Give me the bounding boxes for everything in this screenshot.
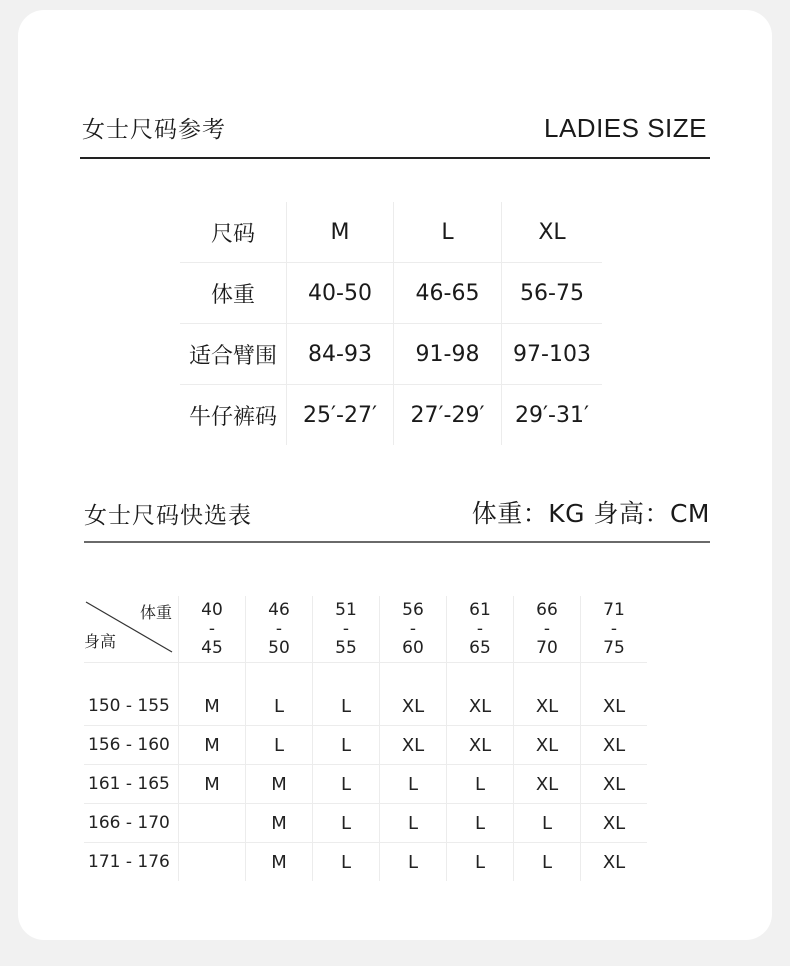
- size-cell: L: [313, 804, 380, 843]
- range-dash: -: [409, 618, 417, 639]
- size-cell: XL: [447, 726, 514, 765]
- weight-to: 60: [402, 637, 424, 658]
- corner-cell: [84, 596, 179, 663]
- weight-range: [313, 596, 380, 663]
- weight-from: 66: [536, 599, 558, 620]
- table-cell: 25′-27′: [287, 385, 394, 446]
- size-cell: XL: [581, 804, 648, 843]
- size-cell: L: [447, 843, 514, 882]
- size-cell: XL: [514, 765, 581, 804]
- table-row: [180, 263, 602, 324]
- weight-from: 56: [402, 599, 424, 620]
- range-dash: -: [543, 618, 551, 639]
- size-cell: [179, 804, 246, 843]
- table-cell: 29′-31′: [515, 402, 589, 428]
- quick-select-table: [84, 596, 647, 881]
- size-cell: M: [179, 687, 246, 726]
- range-dash: -: [476, 618, 484, 639]
- table-cell: 尺码: [180, 202, 287, 263]
- weight-range: [514, 596, 581, 663]
- range-dash: -: [208, 618, 216, 639]
- height-range: 161 - 165: [84, 765, 179, 804]
- size-cell: L: [514, 843, 581, 882]
- weight-header-row: [84, 596, 647, 663]
- table-cell: M: [287, 202, 394, 263]
- size-reference-table: [180, 202, 602, 445]
- table-row: [84, 687, 647, 726]
- table-row: [180, 324, 602, 385]
- weight-range: [179, 596, 246, 663]
- ladies-size-title-cn: 女士尺码参考: [82, 117, 226, 143]
- size-cell: XL: [514, 726, 581, 765]
- table-row: [84, 726, 647, 765]
- ladies-size-title-en: LADIES SIZE: [544, 113, 707, 143]
- table-cell: 27′-29′: [394, 385, 502, 446]
- quick-select-title: 女士尺码快选表: [84, 503, 252, 529]
- size-cell: XL: [581, 765, 648, 804]
- size-cell: XL: [581, 726, 648, 765]
- height-range: 156 - 160: [84, 726, 179, 765]
- table-cell: 97-103: [502, 324, 603, 385]
- size-cell: XL: [514, 687, 581, 726]
- header-divider: [84, 541, 710, 543]
- size-cell: L: [380, 765, 447, 804]
- weight-range: [380, 596, 447, 663]
- size-cell: XL: [380, 687, 447, 726]
- weight-from: 51: [335, 599, 357, 620]
- table-cell: XL: [502, 202, 603, 263]
- table-cell: 体重: [180, 263, 287, 324]
- corner-weight-label: 体重: [139, 603, 172, 622]
- range-dash: -: [610, 618, 618, 639]
- size-cell: L: [380, 843, 447, 882]
- size-cell: L: [514, 804, 581, 843]
- size-cell: L: [380, 804, 447, 843]
- size-cell: XL: [602, 851, 626, 873]
- table-row: [84, 765, 647, 804]
- table-cell: L: [394, 202, 502, 263]
- weight-to: 55: [335, 637, 357, 658]
- table-cell: 适合臂围: [180, 324, 287, 385]
- weight-to: 75: [603, 637, 625, 658]
- corner-height-label: 身高: [84, 632, 117, 651]
- size-header-row: [180, 202, 602, 263]
- size-cell: M: [246, 804, 313, 843]
- size-cell: L: [447, 804, 514, 843]
- table-cell: 84-93: [287, 324, 394, 385]
- weight-range: [246, 596, 313, 663]
- table-row: [180, 385, 602, 446]
- weight-from: 40: [201, 599, 223, 620]
- size-cell: XL: [380, 726, 447, 765]
- weight-from: 71: [603, 599, 625, 620]
- size-cell: XL: [447, 687, 514, 726]
- height-range: 166 - 170: [84, 804, 179, 843]
- size-cell: [179, 843, 246, 882]
- size-cell: L: [246, 687, 313, 726]
- table-row: [84, 843, 647, 882]
- weight-from: 46: [268, 599, 290, 620]
- size-cell: M: [246, 765, 313, 804]
- size-cell: XL: [581, 687, 648, 726]
- weight-range: [447, 596, 514, 663]
- range-dash: -: [342, 618, 350, 639]
- table-cell: 91-98: [394, 324, 502, 385]
- range-dash: -: [275, 618, 283, 639]
- units-label: 体重：KG 身高：CM: [471, 499, 710, 528]
- weight-range: [581, 596, 648, 663]
- weight-from: 61: [469, 599, 491, 620]
- size-cell: L: [313, 726, 380, 765]
- height-range: 150 - 155: [84, 687, 179, 726]
- weight-to: 65: [469, 637, 491, 658]
- weight-to: 45: [201, 637, 223, 658]
- size-cell: L: [313, 843, 380, 882]
- table-cell: 56-75: [502, 263, 603, 324]
- weight-to: 50: [268, 637, 290, 658]
- spacer-row: [84, 663, 647, 688]
- size-cell: L: [313, 687, 380, 726]
- size-cell: M: [246, 843, 313, 882]
- size-cell: L: [447, 765, 514, 804]
- size-cell: M: [179, 765, 246, 804]
- quick-select-header: [84, 494, 710, 530]
- ladies-size-header: [82, 108, 707, 144]
- size-cell: L: [313, 765, 380, 804]
- header-divider: [80, 157, 710, 159]
- table-cell: 40-50: [287, 263, 394, 324]
- height-range: 171 - 176: [84, 843, 179, 882]
- table-cell: 46-65: [394, 263, 502, 324]
- weight-to: 70: [536, 637, 558, 658]
- table-cell: 牛仔裤码: [180, 385, 287, 446]
- size-cell: L: [246, 726, 313, 765]
- table-row: [84, 804, 647, 843]
- size-cell: M: [179, 726, 246, 765]
